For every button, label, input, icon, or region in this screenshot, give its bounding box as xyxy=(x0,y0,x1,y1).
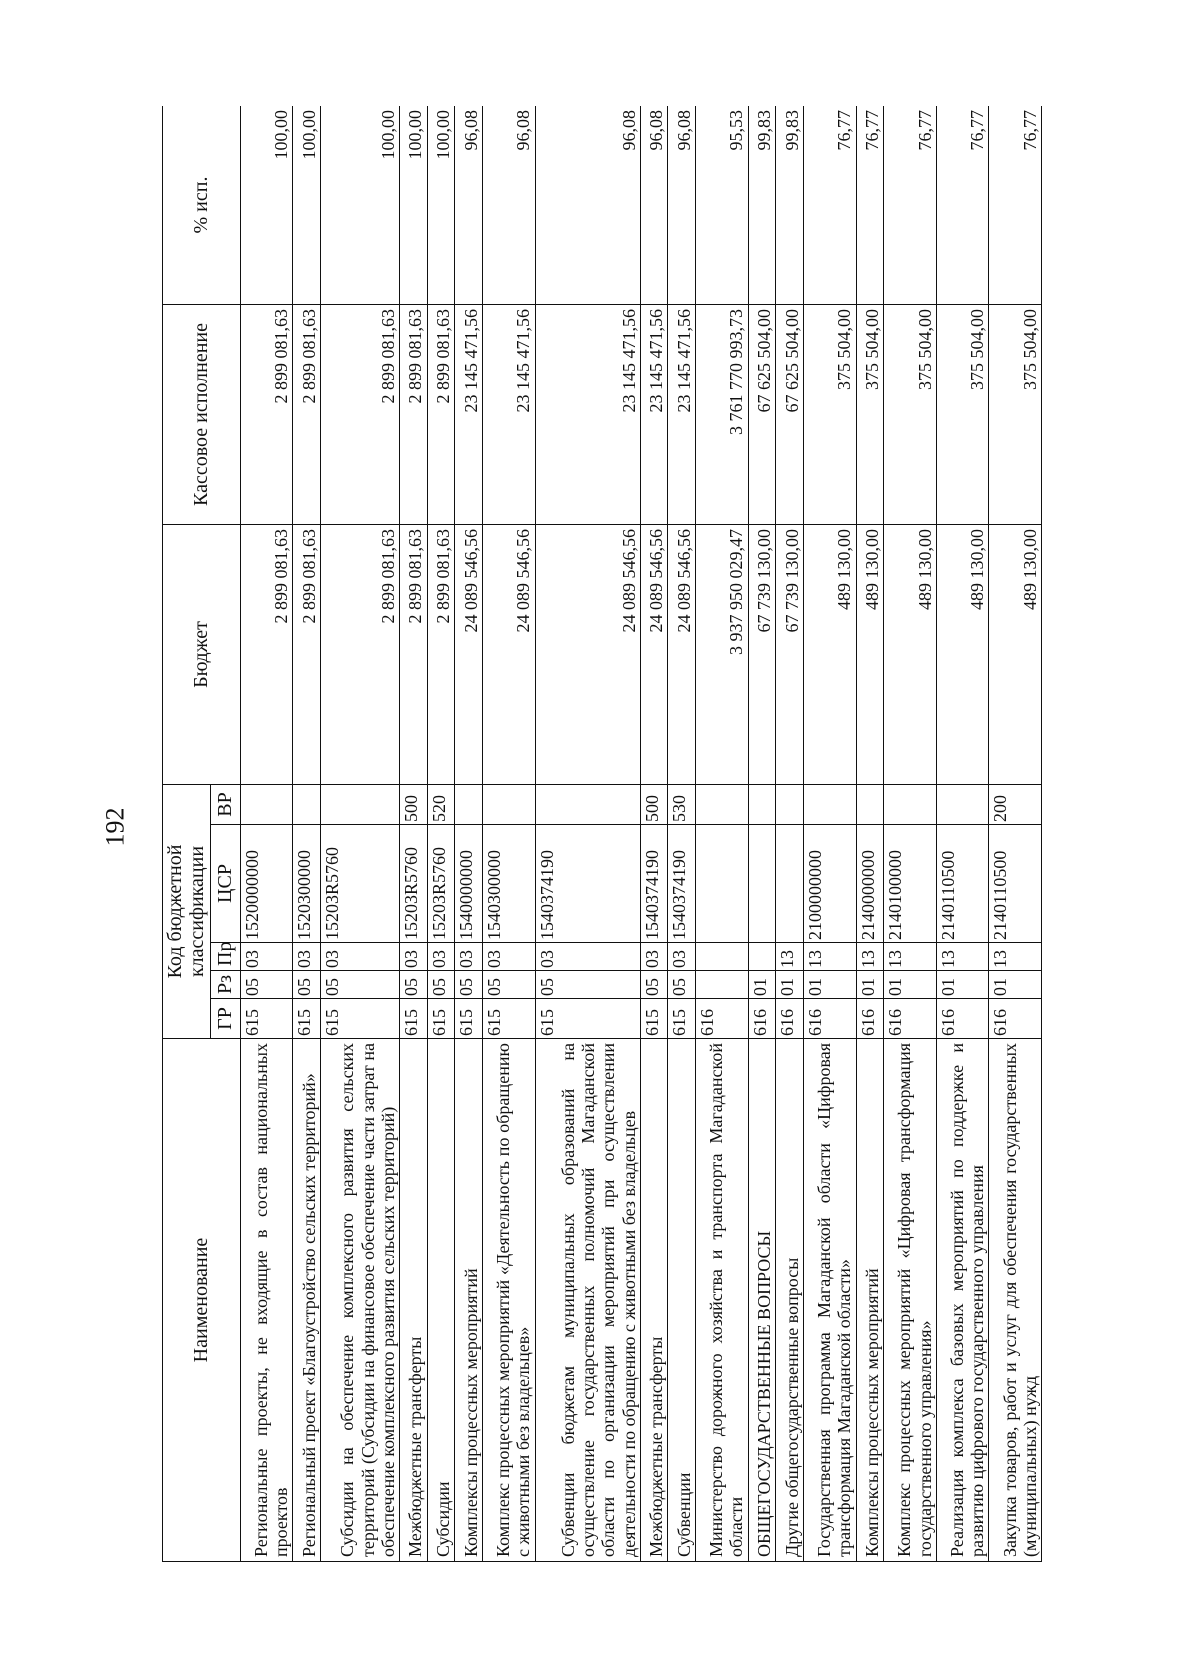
cell-pct: 100,00 xyxy=(293,106,321,305)
cell-vr xyxy=(856,785,884,825)
cell-pr xyxy=(696,943,749,971)
cell-cash: 67 625 504,00 xyxy=(748,305,776,525)
cell-cash: 23 145 471,56 xyxy=(455,305,483,525)
cell-pr: 13 xyxy=(856,943,884,971)
cell-name: Межбюджетные трансферты xyxy=(640,1039,668,1562)
cell-pr: 03 xyxy=(293,943,321,971)
cell-rz: 05 xyxy=(640,971,668,999)
cell-pr: 03 xyxy=(399,943,427,971)
table-row xyxy=(748,106,776,1562)
cell-csr xyxy=(696,825,749,943)
cell-pr: 03 xyxy=(321,943,400,971)
cell-budget: 489 130,00 xyxy=(884,525,937,785)
cell-csr: 15203R5760 xyxy=(427,825,455,943)
rotated-table-frame xyxy=(162,106,1042,1562)
budget-table-container xyxy=(162,106,1042,1562)
cell-name: Государственная программа Магаданской области «Цифровая трансформация Магаданской области» xyxy=(803,1039,856,1562)
cell-budget: 24 089 546,56 xyxy=(535,525,640,785)
cell-rz: 05 xyxy=(535,971,640,999)
cell-csr: 2140000000 xyxy=(856,825,884,943)
header-pct: % исп. xyxy=(163,106,241,305)
cell-vr xyxy=(884,785,937,825)
table-row xyxy=(856,106,884,1562)
table-row xyxy=(482,106,535,1562)
cell-pct: 76,77 xyxy=(989,106,1042,305)
cell-name: Субсидии xyxy=(427,1039,455,1562)
cell-pct: 96,08 xyxy=(640,106,668,305)
cell-name: Комплексы процессных мероприятий xyxy=(455,1039,483,1562)
cell-pct: 96,08 xyxy=(455,106,483,305)
cell-rz: 01 xyxy=(989,971,1042,999)
cell-gr: 615 xyxy=(321,999,400,1039)
cell-vr xyxy=(321,785,400,825)
cell-budget: 3 937 950 029,47 xyxy=(696,525,749,785)
cell-vr xyxy=(535,785,640,825)
header-csr: ЦСР xyxy=(210,825,240,943)
table-row xyxy=(293,106,321,1562)
cell-vr xyxy=(482,785,535,825)
cell-gr: 615 xyxy=(482,999,535,1039)
cell-csr: 1520300000 xyxy=(293,825,321,943)
cell-name: Другие общегосударственные вопросы xyxy=(776,1039,804,1562)
cell-budget: 2 899 081,63 xyxy=(240,525,293,785)
cell-rz: 05 xyxy=(321,971,400,999)
cell-cash: 2 899 081,63 xyxy=(240,305,293,525)
cell-csr: 15203R5760 xyxy=(321,825,400,943)
cell-cash: 375 504,00 xyxy=(856,305,884,525)
cell-pct: 96,08 xyxy=(535,106,640,305)
cell-csr: 1520000000 xyxy=(240,825,293,943)
cell-vr xyxy=(803,785,856,825)
cell-name: Региональные проекты, не входящие в состав национальных проектов xyxy=(240,1039,293,1562)
table-row xyxy=(884,106,937,1562)
cell-budget: 489 130,00 xyxy=(803,525,856,785)
cell-gr: 615 xyxy=(640,999,668,1039)
cell-gr: 615 xyxy=(535,999,640,1039)
cell-pr: 03 xyxy=(240,943,293,971)
cell-cash: 2 899 081,63 xyxy=(293,305,321,525)
cell-csr: 2140110500 xyxy=(989,825,1042,943)
cell-rz: 01 xyxy=(803,971,856,999)
cell-gr: 615 xyxy=(427,999,455,1039)
table-row xyxy=(427,106,455,1562)
table-row xyxy=(455,106,483,1562)
cell-pct: 100,00 xyxy=(399,106,427,305)
cell-budget: 489 130,00 xyxy=(856,525,884,785)
cell-name: Министерство дорожного хозяйства и транспорта Магаданской области xyxy=(696,1039,749,1562)
cell-pct: 100,00 xyxy=(427,106,455,305)
cell-cash: 23 145 471,56 xyxy=(482,305,535,525)
cell-pr: 03 xyxy=(640,943,668,971)
cell-budget: 24 089 546,56 xyxy=(640,525,668,785)
cell-name: Реализация комплекса базовых мероприятий по поддержке и развитию цифрового государственного управления xyxy=(936,1039,989,1562)
cell-vr: 500 xyxy=(399,785,427,825)
cell-name: Региональный проект «Благоустройство сельских территорий» xyxy=(293,1039,321,1562)
header-cash: Кассовое исполнение xyxy=(163,305,241,525)
cell-budget: 24 089 546,56 xyxy=(482,525,535,785)
cell-pr: 03 xyxy=(668,943,696,971)
cell-name: Комплекс процессных мероприятий «Деятельность по обращению с животными без владельцев» xyxy=(482,1039,535,1562)
cell-pct: 99,83 xyxy=(776,106,804,305)
cell-vr: 530 xyxy=(668,785,696,825)
cell-rz: 05 xyxy=(482,971,535,999)
cell-pr: 03 xyxy=(535,943,640,971)
cell-vr xyxy=(455,785,483,825)
cell-cash: 375 504,00 xyxy=(803,305,856,525)
cell-vr xyxy=(936,785,989,825)
cell-cash: 2 899 081,63 xyxy=(399,305,427,525)
header-name: Наименование xyxy=(163,1039,241,1562)
cell-csr: 1540300000 xyxy=(482,825,535,943)
cell-csr xyxy=(776,825,804,943)
cell-pr: 13 xyxy=(936,943,989,971)
header-gr: ГР xyxy=(210,999,240,1039)
cell-csr: 2140100000 xyxy=(884,825,937,943)
cell-gr: 616 xyxy=(748,999,776,1039)
cell-vr: 520 xyxy=(427,785,455,825)
cell-csr: 2140110500 xyxy=(936,825,989,943)
cell-csr: 1540374190 xyxy=(668,825,696,943)
cell-cash: 23 145 471,56 xyxy=(640,305,668,525)
cell-name: Субвенции бюджетам муниципальных образований на осуществление государственных полномочий Магаданской области по организации мероприятий при осуществлении деятельности по обращению с животными без владельцев xyxy=(535,1039,640,1562)
header-rz: Рз xyxy=(210,971,240,999)
cell-csr: 1540374190 xyxy=(640,825,668,943)
cell-pct: 100,00 xyxy=(321,106,400,305)
cell-gr: 616 xyxy=(884,999,937,1039)
cell-csr: 15203R5760 xyxy=(399,825,427,943)
cell-budget: 489 130,00 xyxy=(936,525,989,785)
cell-pr: 13 xyxy=(884,943,937,971)
cell-name: Субвенции xyxy=(668,1039,696,1562)
cell-pct: 96,08 xyxy=(668,106,696,305)
cell-pr: 13 xyxy=(989,943,1042,971)
table-row xyxy=(535,106,640,1562)
header-vr: ВР xyxy=(210,785,240,825)
table-row xyxy=(989,106,1042,1562)
cell-pr: 03 xyxy=(455,943,483,971)
cell-gr: 615 xyxy=(455,999,483,1039)
cell-vr xyxy=(776,785,804,825)
cell-cash: 3 761 770 993,73 xyxy=(696,305,749,525)
cell-pr: 03 xyxy=(427,943,455,971)
cell-name: Межбюджетные трансферты xyxy=(399,1039,427,1562)
table-row xyxy=(240,106,293,1562)
cell-rz: 05 xyxy=(293,971,321,999)
cell-pct: 96,08 xyxy=(482,106,535,305)
cell-pr: 13 xyxy=(776,943,804,971)
cell-gr: 616 xyxy=(776,999,804,1039)
cell-budget: 24 089 546,56 xyxy=(668,525,696,785)
table-row xyxy=(321,106,400,1562)
cell-rz: 01 xyxy=(856,971,884,999)
cell-csr: 2100000000 xyxy=(803,825,856,943)
cell-gr: 616 xyxy=(856,999,884,1039)
cell-cash: 2 899 081,63 xyxy=(427,305,455,525)
cell-vr xyxy=(240,785,293,825)
cell-pct: 100,00 xyxy=(240,106,293,305)
cell-rz: 01 xyxy=(936,971,989,999)
cell-rz: 01 xyxy=(884,971,937,999)
cell-pct: 76,77 xyxy=(884,106,937,305)
cell-gr: 615 xyxy=(293,999,321,1039)
cell-pr: 13 xyxy=(803,943,856,971)
cell-rz: 05 xyxy=(668,971,696,999)
table-header xyxy=(163,106,241,1562)
table-body xyxy=(240,106,1041,1562)
cell-budget: 24 089 546,56 xyxy=(455,525,483,785)
cell-budget: 67 739 130,00 xyxy=(776,525,804,785)
table-row xyxy=(696,106,749,1562)
table-row xyxy=(776,106,804,1562)
table-row xyxy=(803,106,856,1562)
cell-gr: 616 xyxy=(989,999,1042,1039)
cell-budget: 2 899 081,63 xyxy=(399,525,427,785)
cell-cash: 375 504,00 xyxy=(936,305,989,525)
cell-budget: 2 899 081,63 xyxy=(293,525,321,785)
cell-budget: 2 899 081,63 xyxy=(427,525,455,785)
cell-rz: 01 xyxy=(776,971,804,999)
header-pr: Пр xyxy=(210,943,240,971)
cell-name: Комплекс процессных мероприятий «Цифровая трансформация государственного управления» xyxy=(884,1039,937,1562)
cell-gr: 616 xyxy=(936,999,989,1039)
cell-cash: 67 625 504,00 xyxy=(776,305,804,525)
cell-cash: 23 145 471,56 xyxy=(535,305,640,525)
cell-gr: 616 xyxy=(696,999,749,1039)
cell-rz: 05 xyxy=(455,971,483,999)
cell-csr: 1540000000 xyxy=(455,825,483,943)
cell-budget: 67 739 130,00 xyxy=(748,525,776,785)
cell-vr xyxy=(748,785,776,825)
table-row xyxy=(936,106,989,1562)
cell-rz: 01 xyxy=(748,971,776,999)
cell-pr xyxy=(748,943,776,971)
cell-csr: 1540374190 xyxy=(535,825,640,943)
page-number: 192 xyxy=(100,807,130,847)
cell-pct: 76,77 xyxy=(856,106,884,305)
cell-vr: 500 xyxy=(640,785,668,825)
cell-pct: 76,77 xyxy=(936,106,989,305)
cell-pct: 76,77 xyxy=(803,106,856,305)
cell-vr xyxy=(696,785,749,825)
cell-rz: 05 xyxy=(399,971,427,999)
cell-gr: 615 xyxy=(668,999,696,1039)
cell-rz: 05 xyxy=(427,971,455,999)
cell-gr: 615 xyxy=(240,999,293,1039)
cell-budget: 2 899 081,63 xyxy=(321,525,400,785)
cell-cash: 375 504,00 xyxy=(989,305,1042,525)
cell-budget: 489 130,00 xyxy=(989,525,1042,785)
cell-pct: 99,83 xyxy=(748,106,776,305)
cell-name: Субсидии на обеспечение комплексного развития сельских территорий (Субсидии на финансовое обеспечение части затрат на обеспечение комплексного развития сельских территорий) xyxy=(321,1039,400,1562)
cell-name: Комплексы процессных мероприятий xyxy=(856,1039,884,1562)
cell-name: ОБЩЕГОСУДАРСТВЕННЫЕ ВОПРОСЫ xyxy=(748,1039,776,1562)
cell-name: Закупка товаров, работ и услуг для обеспечения государственных (муниципальных) нужд xyxy=(989,1039,1042,1562)
cell-cash: 375 504,00 xyxy=(884,305,937,525)
cell-csr xyxy=(748,825,776,943)
cell-gr: 616 xyxy=(803,999,856,1039)
cell-pr: 03 xyxy=(482,943,535,971)
cell-vr xyxy=(293,785,321,825)
header-code-group: Код бюджетной классификации xyxy=(163,785,211,1039)
header-budget: Бюджет xyxy=(163,525,241,785)
cell-rz xyxy=(696,971,749,999)
cell-vr: 200 xyxy=(989,785,1042,825)
cell-gr: 615 xyxy=(399,999,427,1039)
budget-table xyxy=(162,106,1042,1562)
table-row xyxy=(640,106,668,1562)
cell-cash: 2 899 081,63 xyxy=(321,305,400,525)
cell-rz: 05 xyxy=(240,971,293,999)
cell-cash: 23 145 471,56 xyxy=(668,305,696,525)
table-row xyxy=(399,106,427,1562)
cell-pct: 95,53 xyxy=(696,106,749,305)
table-row xyxy=(668,106,696,1562)
